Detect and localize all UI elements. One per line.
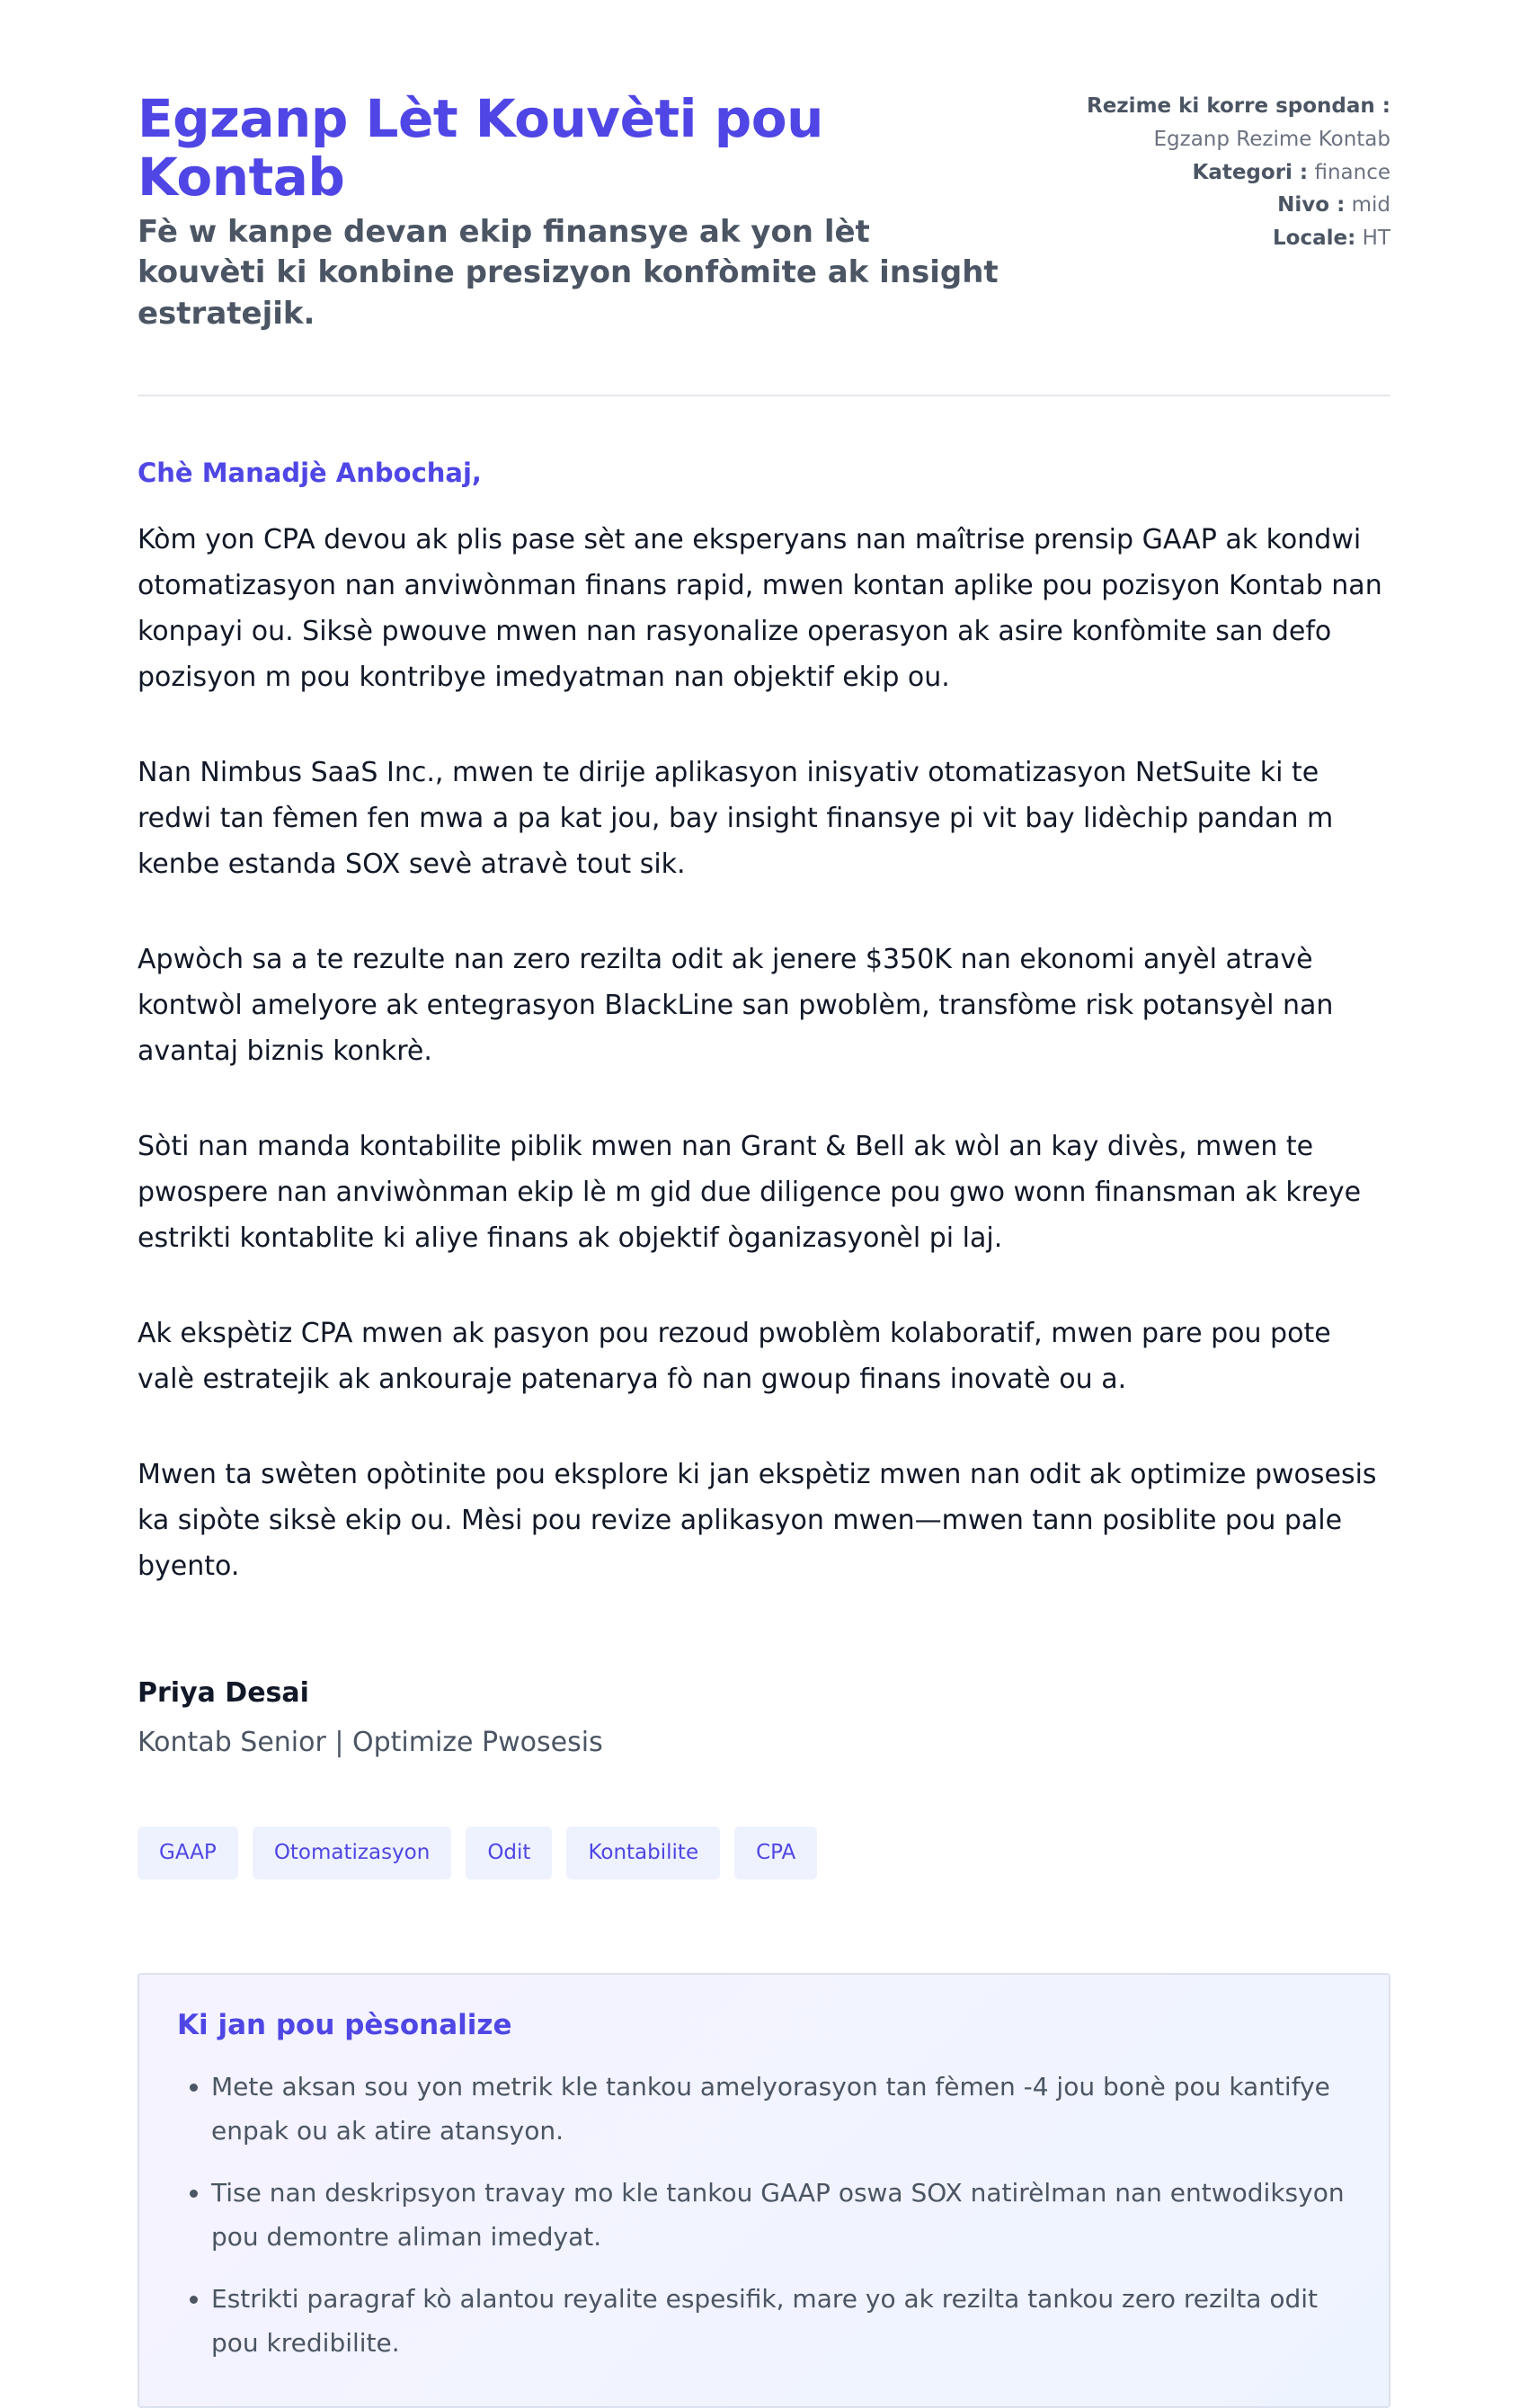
meta-resume-label-line xyxy=(1040,90,1390,123)
letter-paragraph: Apwòch sa a te rezulte nan zero rezilta odit ak jenere $350K nan ekonomi anyèl atravè kontwòl amelyore ak entegrasyon BlackLine san pwoblèm, transfòme risk potansyèl nan avantaj biznis konkrè. xyxy=(138,943,1334,1067)
meta-locale-label: Locale: xyxy=(1273,227,1356,251)
signature-block xyxy=(138,1677,1390,1758)
salutation: Chè Manadjè Anbochaj, xyxy=(138,457,482,488)
tip-item: • Tise nan deskripsyon travay mo kle tankou GAAP oswa SOX natirèlman nan entwodiksyon pou demontre aliman imedyat. xyxy=(211,2171,1351,2259)
tag-automation[interactable]: Otomatizasyon xyxy=(253,1826,452,1879)
meta-category-label: Kategori : xyxy=(1192,160,1309,184)
letter-paragraph: Ak ekspètiz CPA mwen ak pasyon pou rezoud pwoblèm kolaboratif, mwen pare pou pote valè estratejik ak ankouraje patenarya fò nan gwoup finans inovatè ou a. xyxy=(138,1317,1331,1395)
letter-paragraph: Mwen ta swèten opòtinite pou eksplore ki jan ekspètiz mwen nan odit ak optimize pwosesis ka sipòte siksè ekip ou. Mèsi pou revize aplikasyon mwen—mwen tann posiblite pou pale byento. xyxy=(138,1458,1377,1582)
meta-locale xyxy=(1040,222,1390,255)
meta-level-label: Nivo : xyxy=(1277,193,1346,218)
meta-locale-value: HT xyxy=(1362,227,1390,251)
meta-level-value: mid xyxy=(1351,193,1390,218)
tag-cpa[interactable]: CPA xyxy=(734,1826,817,1879)
meta-panel xyxy=(1040,90,1390,255)
page-title: Egzanp Lèt Kouvèti pou Kontab xyxy=(138,88,823,208)
tag-list xyxy=(138,1826,1390,1879)
signature-name: Priya Desai xyxy=(138,1676,309,1709)
tips-list xyxy=(177,2065,1351,2365)
tip-item: • Mete aksan sou yon metrik kle tankou amelyorasyon tan fèmen -4 jou bonè pou kantifye enpak ou ak atire atansyon. xyxy=(211,2065,1351,2153)
signature-title: Kontab Senior | Optimize Pwosesis xyxy=(138,1726,603,1758)
page-subtitle: Fè w kanpe devan ekip finansye ak yon lèt kouvèti ki konbine presizyon konfòmite ak insight estratejik. xyxy=(138,213,999,332)
header-title-block xyxy=(138,90,1000,335)
tag-gaap[interactable]: GAAP xyxy=(138,1826,238,1879)
meta-category-value: finance xyxy=(1314,160,1390,184)
meta-level xyxy=(1040,189,1390,222)
meta-resume-label: Rezime ki korre spondan : xyxy=(1086,94,1390,118)
letter-body xyxy=(138,458,1390,1589)
meta-resume-value: Egzanp Rezime Kontab xyxy=(1153,127,1390,151)
letter-paragraph: Nan Nimbus SaaS Inc., mwen te dirije aplikasyon inisyativ otomatizasyon NetSuite ki te redwi tan fèmen fen mwa a pa kat jou, bay insight finansye pi vit bay lidèchip pandan m kenbe estanda SOX sevè atravè tout sik. xyxy=(138,756,1334,880)
customization-tips-box xyxy=(138,1973,1390,2408)
tag-accounting[interactable]: Kontabilite xyxy=(566,1826,720,1879)
letter-paragraph: Sòti nan manda kontabilite piblik mwen nan Grant & Bell ak wòl an kay divès, mwen te pwospere nan anviwònman ekip lè m gid due diligence pou gwo wonn finansman ak kreye estrikti kontablite ki aliye finans ak objektif òganizasyonèl pi laj. xyxy=(138,1130,1362,1254)
tag-audit[interactable]: Odit xyxy=(466,1826,552,1879)
meta-category xyxy=(1040,156,1390,190)
page-header xyxy=(138,90,1390,396)
letter-paragraph: Kòm yon CPA devou ak plis pase sèt ane eksperyans nan maîtrise prensip GAAP ak kondwi otomatizasyon nan anviwònman finans rapid, mwen kontan aplike pou pozisyon Kontab nan konpayi ou. Siksè pwouve mwen nan rasyonalize operasyon ak asire konfòmite san defo pozisyon m pou kontribye imedyatman nan objektif ekip ou. xyxy=(138,523,1382,693)
tips-title: Ki jan pou pèsonalize xyxy=(177,2008,512,2041)
tip-item: • Estrikti paragraf kò alantou reyalite espesifik, mare yo ak rezilta tankou zero rezilta odit pou kredibilite. xyxy=(211,2277,1351,2365)
